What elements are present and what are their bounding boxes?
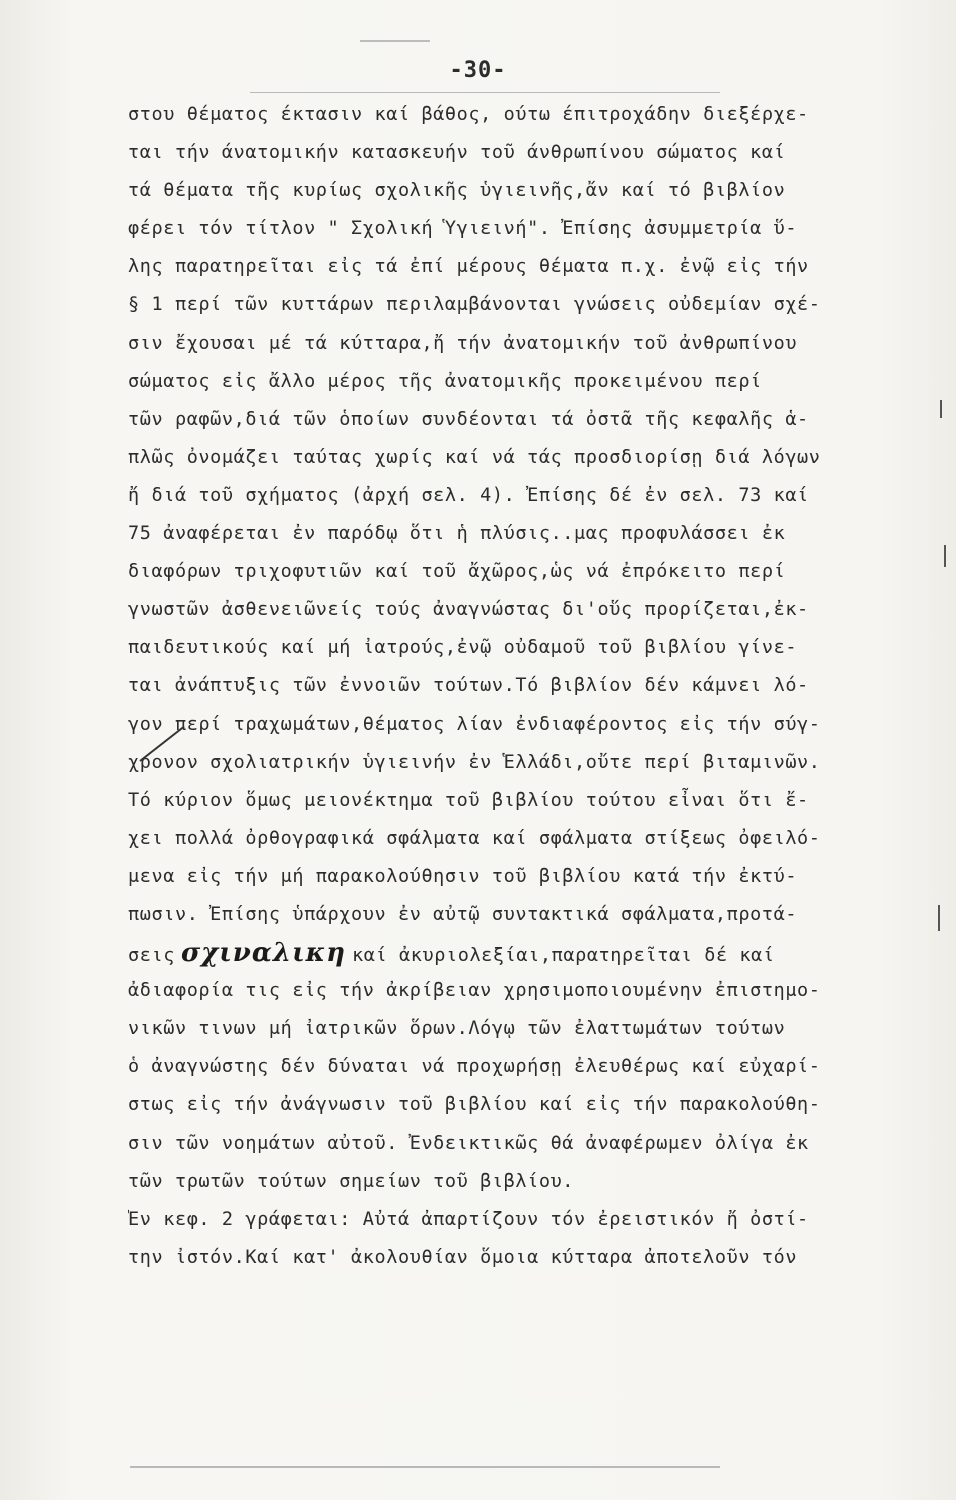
text-line: στου θέματος έκτασιν καί βάθος, ούτω έπιτροχάδην διεξέρχε- <box>128 104 809 125</box>
text-line: γνωστῶν ἀσθενειῶνείς τούς ἀναγνώστας δι'οὕς προρίζεται,ἐκ- <box>128 599 809 621</box>
text-line-with-handwriting <box>128 934 918 972</box>
text-line: 75 ἀναφέρεται ἐν παρόδῳ ὅτι ἡ πλύσις..μας προφυλάσσει ἐκ <box>128 523 786 545</box>
text-line: τά θέματα τῆς κυρίως σχολικῆς ὑγιεινῆς,ἄν καί τό βιβλίον <box>128 180 786 202</box>
text-line: γον περί τραχωμάτων,θέματος λίαν ἐνδιαφέροντος εἰς τήν σύγ- <box>128 713 821 735</box>
text-line: φέρει τόν τίτλον " Σχολική Ὑγιεινή". Ἐπίσης ἀσυμμετρία ὕ- <box>128 218 798 240</box>
text-line: τῶν ραφῶν,διά τῶν ὁποίων συνδέονται τά ὀστᾶ τῆς κεφαλῆς ἁ- <box>128 408 809 430</box>
text-line: τῶν τρωτῶν τούτων σημείων τοῦ βιβλίου. <box>128 1170 575 1192</box>
text-line: σώματος εἰς ἄλλο μέρος τῆς ἀνατομικῆς προκειμένου περί <box>128 370 762 392</box>
typed-text-block <box>128 96 918 1277</box>
text-line: νικῶν τινων μή ἰατρικῶν ὅρων.Λόγῳ τῶν ἐλαττωμάτων τούτων <box>128 1018 786 1040</box>
text-line: διαφόρων τριχοφυτιῶν καί τοῦ ἄχῶρος,ὡς νά ἐπρόκειτο περί <box>128 561 786 583</box>
text-line: Ἐν κεφ. 2 γράφεται: Αὐτά ἀπαρτίζουν τόν ἐρειστικόν ἤ ὀστί- <box>128 1208 809 1230</box>
handwritten-annotation: σχιναλικη <box>180 938 347 969</box>
text-line: πλῶς ὀνομάζει ταύτας χωρίς καί νά τάς προσδιορίσῃ διά λόγων <box>128 446 821 468</box>
margin-tick <box>938 905 940 931</box>
text-segment: καί ἀκυριολεξίαι,παρατηρεῖται δέ καί <box>352 945 775 967</box>
text-line: λης παρατηρεῖται εἰς τά ἐπί μέρους θέματα π.χ. ἐνῷ εἰς τήν <box>128 256 809 278</box>
footer-rule <box>130 1466 720 1468</box>
margin-tick <box>940 400 942 418</box>
text-line: χει πολλά ὀρθογραφικά σφάλματα καί σφάλματα στίξεως ὀφειλό- <box>128 827 821 849</box>
text-line: ὁ ἀναγνώστης δέν δύναται νά προχωρήσῃ ἐλευθέρως καί εὐχαρί- <box>128 1056 821 1078</box>
text-line: την ἰστόν.Καί κατ' ἀκολουθίαν ὅμοια κύτταρα ἀποτελοῦν τόν <box>128 1246 798 1268</box>
text-line: Τό κύριον ὅμως μειονέκτημα τοῦ βιβλίου τούτου εἶναι ὅτι ἔ- <box>128 789 809 811</box>
text-line: ται τήν άνατομικήν κατασκευήν τοῦ άνθρωπίνου σώματος καί <box>128 142 786 164</box>
text-line: σιν ἔχουσαι μέ τά κύτταρα,ἤ τήν ἀνατομικήν τοῦ ἀνθρωπίνου <box>128 332 798 354</box>
text-line: παιδευτικούς καί μή ἰατρούς,ἐνῷ οὐδαμοῦ τοῦ βιβλίου γίνε- <box>128 637 798 659</box>
header-underline <box>250 92 720 93</box>
text-line: στως εἰς τήν ἀνάγνωσιν τοῦ βιβλίου καί εἰς τήν παρακολούθη- <box>128 1094 821 1116</box>
text-line: μενα εἰς τήν μή παρακολούθησιν τοῦ βιβλίου κατά τήν ἐκτύ- <box>128 865 798 887</box>
text-line: § 1 περί τῶν κυττάρων περιλαμβάνονται γνώσεις οὐδεμίαν σχέ- <box>128 294 821 316</box>
text-line: χρονον σχολιατρικήν ὑγιεινήν ἐν Ἑλλάδι,οὔτε περί βιταμινῶν. <box>128 751 821 773</box>
text-line: ται ἀνάπτυξις τῶν ἐννοιῶν τούτων.Τό βιβλίον δέν κάμνει λό- <box>128 675 809 697</box>
text-line: σιν τῶν νοημάτων αὐτοῦ. Ἐνδεικτικῶς θά ἀναφέρωμεν ὀλίγα ἐκ <box>128 1132 809 1154</box>
text-line: ἤ διά τοῦ σχήματος (ἀρχή σελ. 4). Ἐπίσης δέ ἐν σελ. 73 καί <box>128 484 809 506</box>
text-segment: σεις <box>128 945 175 967</box>
page-number: -30- <box>449 58 507 83</box>
margin-tick <box>944 545 946 567</box>
text-line: ἀδιαφορία τις εἰς τήν ἀκρίβειαν χρησιμοποιουμένην ἐπιστημο- <box>128 980 821 1002</box>
text-line: πωσιν. Ἐπίσης ὑπάρχουν ἐν αὐτῷ συντακτικά σφάλματα,προτά- <box>128 903 798 925</box>
faint-bleed-mark <box>360 40 430 42</box>
